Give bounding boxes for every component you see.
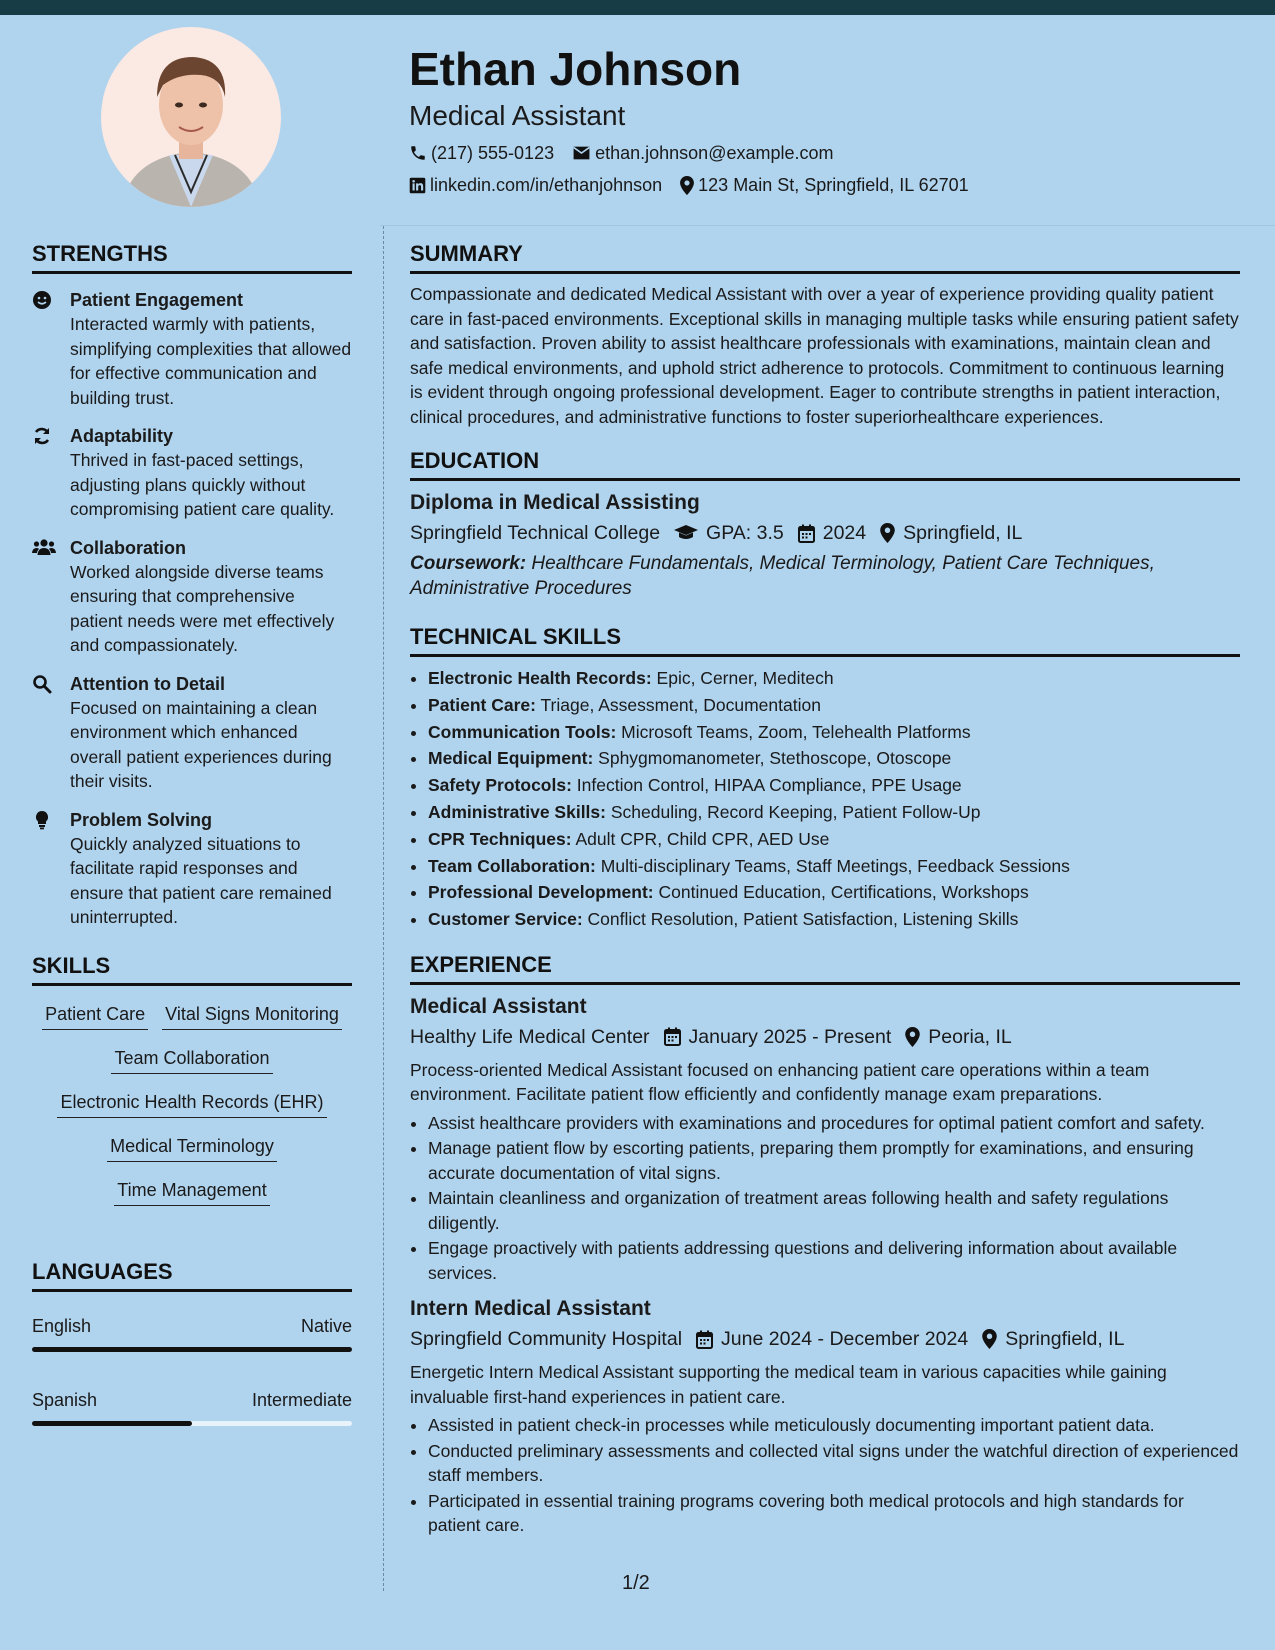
list-item: • Participated in essential training programs covering both medical protocols and high standards for patient care.: [428, 1489, 1240, 1538]
degree-title: Diploma in Medical Assisting: [410, 491, 700, 514]
address-text: 123 Main St, Springfield, IL 62701: [698, 175, 969, 195]
lightbulb-icon: [32, 810, 52, 830]
skill-tag: Vital Signs Monitoring: [162, 1002, 342, 1030]
list-item: • Medical Equipment: Sphygmomanometer, Stethoscope, Otoscope: [428, 745, 1240, 772]
list-item: • Assisted in patient check-in processes while meticulously documenting important patient data.: [428, 1413, 1240, 1438]
job-summary: Energetic Intern Medical Assistant supporting the medical team in various capacities while gaining invaluable first-hand experiences in patient care.: [410, 1362, 1167, 1407]
experience-heading: EXPERIENCE: [410, 951, 1240, 985]
language-level: Intermediate: [251, 1389, 352, 1410]
contact-row-2: [409, 173, 987, 197]
calendar-icon: [696, 1330, 713, 1349]
map-pin-icon: [680, 176, 694, 195]
strength-item: [32, 672, 352, 794]
job-bullets: [410, 1413, 1240, 1538]
smile-icon: [32, 290, 52, 310]
strength-item: [32, 288, 352, 410]
contact-row-1: [409, 141, 987, 165]
linkedin-icon: [409, 177, 426, 194]
list-item: • Engage proactively with patients addressing questions and delivering information about available services.: [428, 1236, 1240, 1285]
candidate-name: Ethan Johnson: [409, 43, 742, 95]
right-column: [410, 240, 1240, 1539]
experience-section: [410, 951, 1240, 1538]
candidate-title: Medical Assistant: [409, 100, 626, 131]
list-item: • Conducted preliminary assessments and collected vital signs under the watchful direction of experienced staff members.: [428, 1439, 1240, 1488]
list-item: • Maintain cleanliness and organization of treatment areas following health and safety regulations diligently.: [428, 1186, 1240, 1235]
linkedin-text: linkedin.com/in/ethanjohnson: [430, 175, 663, 195]
top-bar: [0, 0, 1275, 15]
experience-entry: [410, 993, 1240, 1286]
strength-desc: Quickly analyzed situations to facilitate rapid responses and ensure that patient care remained uninterrupted.: [70, 833, 332, 927]
job-title: Medical Assistant: [410, 994, 587, 1018]
address-contact: [680, 173, 969, 197]
language-bar-fill: [32, 1421, 192, 1426]
skill-tag: Electronic Health Records (EHR): [57, 1090, 326, 1118]
calendar-icon: [664, 1027, 681, 1046]
school-name: Springfield Technical College: [410, 522, 661, 544]
skills-tags: [32, 996, 352, 1216]
company-name: Healthy Life Medical Center: [410, 1025, 650, 1048]
strength-title: Attention to Detail: [70, 673, 225, 694]
strength-item: [32, 424, 352, 522]
list-item: • Assist healthcare providers with examinations and procedures for optimal patient comfort and safety.: [428, 1111, 1240, 1136]
phone-text: (217) 555-0123: [431, 143, 555, 163]
coursework: Coursework: Healthcare Fundamentals, Medical Terminology, Patient Care Techniques, Administrative Procedures: [410, 553, 1155, 599]
strength-desc: Worked alongside diverse teams ensuring that comprehensive patient needs were met effectively and compassionately.: [70, 561, 335, 655]
list-item: • Electronic Health Records: Epic, Cerner, Meditech: [428, 665, 1240, 692]
list-item: • Communication Tools: Microsoft Teams, Zoom, Telehealth Platforms: [428, 719, 1240, 746]
job-location: Peoria, IL: [905, 1024, 1011, 1050]
map-pin-icon: [880, 523, 895, 543]
strength-title: Adaptability: [70, 426, 174, 446]
strength-title: Collaboration: [70, 537, 186, 558]
language-name: English: [32, 1315, 92, 1336]
list-item: • Manage patient flow by escorting patients, preparing them promptly for examinations, and ensuring accurate documentation of vital signs.: [428, 1136, 1240, 1185]
job-location: Springfield, IL: [982, 1326, 1124, 1352]
skill-tag: Team Collaboration: [111, 1046, 272, 1074]
graduation-cap-icon: [674, 524, 698, 542]
phone-contact[interactable]: [409, 141, 554, 165]
job-dates: June 2024 - December 2024: [696, 1326, 968, 1352]
list-item: • Team Collaboration: Multi-disciplinary Teams, Staff Meetings, Feedback Sessions: [428, 853, 1240, 880]
list-item: • Customer Service: Conflict Resolution, Patient Satisfaction, Listening Skills: [428, 906, 1240, 933]
strength-item: [32, 536, 352, 658]
strength-item: [32, 808, 352, 930]
skill-tag: Patient Care: [42, 1002, 148, 1030]
map-pin-icon: [982, 1329, 997, 1349]
education-section: [410, 447, 1240, 601]
resume-header: [409, 40, 987, 197]
language-item: [32, 1388, 352, 1426]
education-heading: EDUCATION: [410, 447, 1240, 481]
technical-skills-list: [410, 665, 1240, 933]
skills-heading: SKILLS: [32, 952, 352, 986]
list-item: • Administrative Skills: Scheduling, Record Keeping, Patient Follow-Up: [428, 799, 1240, 826]
experience-entry: [410, 1295, 1240, 1538]
education-meta: [410, 520, 1240, 546]
refresh-icon: [32, 426, 52, 446]
language-item: [32, 1314, 352, 1352]
users-icon: [32, 538, 56, 556]
strengths-heading: STRENGTHS: [32, 240, 352, 274]
language-level: Native: [300, 1315, 352, 1336]
language-bar: [32, 1421, 352, 1426]
technical-skills-heading: TECHNICAL SKILLS: [410, 623, 1240, 657]
job-meta: [410, 1024, 1240, 1050]
gpa: GPA: 3.5: [674, 520, 784, 546]
envelope-icon: [572, 145, 591, 161]
graduation-year: 2024: [798, 520, 866, 546]
skill-tag: Time Management: [114, 1178, 269, 1206]
email-contact[interactable]: [572, 141, 833, 165]
list-item: • Safety Protocols: Infection Control, HIPAA Compliance, PPE Usage: [428, 772, 1240, 799]
job-bullets: [410, 1111, 1240, 1286]
summary-heading: SUMMARY: [410, 240, 1240, 274]
job-summary: Process-oriented Medical Assistant focused on enhancing patient care operations within a team environment. Facilitate patient flow efficiently and confidently manage exam preparations.: [410, 1059, 1150, 1105]
strength-title: Patient Engagement: [70, 290, 244, 310]
list-item: • Patient Care: Triage, Assessment, Documentation: [428, 692, 1240, 719]
school-location: Springfield, IL: [880, 520, 1022, 546]
strength-title: Problem Solving: [70, 809, 213, 830]
summary-text: Compassionate and dedicated Medical Assistant with over a year of experience providing quality patient care in fast-paced environments. Exceptional skills in managing multiple tasks while ensuring patient safety and satisfaction. Proven ability to assist healthcare professionals with examinations, maintain clean and safe medical environments, and uphold strict adherence to protocols. Commitment to continuous learning is evident through ongoing professional development. Eager to contribute strengths in patient interaction, clinical procedures, and administrative functions to foster superiorhealthcare experiences.: [410, 284, 1239, 427]
map-pin-icon: [905, 1027, 920, 1047]
skill-tag: Medical Terminology: [107, 1134, 277, 1162]
job-dates: January 2025 - Present: [664, 1024, 892, 1050]
list-item: • Professional Development: Continued Education, Certifications, Workshops: [428, 879, 1240, 906]
profile-photo: [101, 27, 281, 207]
language-bar-fill: [32, 1347, 352, 1352]
email-text: ethan.johnson@example.com: [595, 143, 834, 163]
strength-desc: Focused on maintaining a clean environment which enhanced overall patient experiences during their visits.: [70, 697, 332, 791]
list-item: • CPR Techniques: Adult CPR, Child CPR, AED Use: [428, 826, 1240, 853]
language-bar: [32, 1347, 352, 1352]
strength-desc: Interacted warmly with patients, simplifying complexities that allowed for effective communication and building trust.: [70, 314, 352, 408]
calendar-icon: [798, 524, 815, 543]
strength-desc: Thrived in fast-paced settings, adjusting plans quickly without compromising patient care quality.: [70, 450, 335, 519]
left-column: [32, 240, 352, 1426]
column-divider: [383, 226, 384, 1591]
job-meta: [410, 1326, 1240, 1352]
linkedin-contact[interactable]: [409, 173, 662, 197]
languages-heading: LANGUAGES: [32, 1258, 352, 1292]
page-number: 1/2: [622, 1572, 650, 1594]
technical-skills-section: [410, 623, 1240, 933]
phone-icon: [409, 144, 427, 162]
header-divider: [380, 225, 1275, 226]
language-name: Spanish: [32, 1389, 98, 1410]
search-icon: [32, 674, 52, 694]
job-title: Intern Medical Assistant: [410, 1297, 651, 1321]
company-name: Springfield Community Hospital: [410, 1328, 683, 1351]
